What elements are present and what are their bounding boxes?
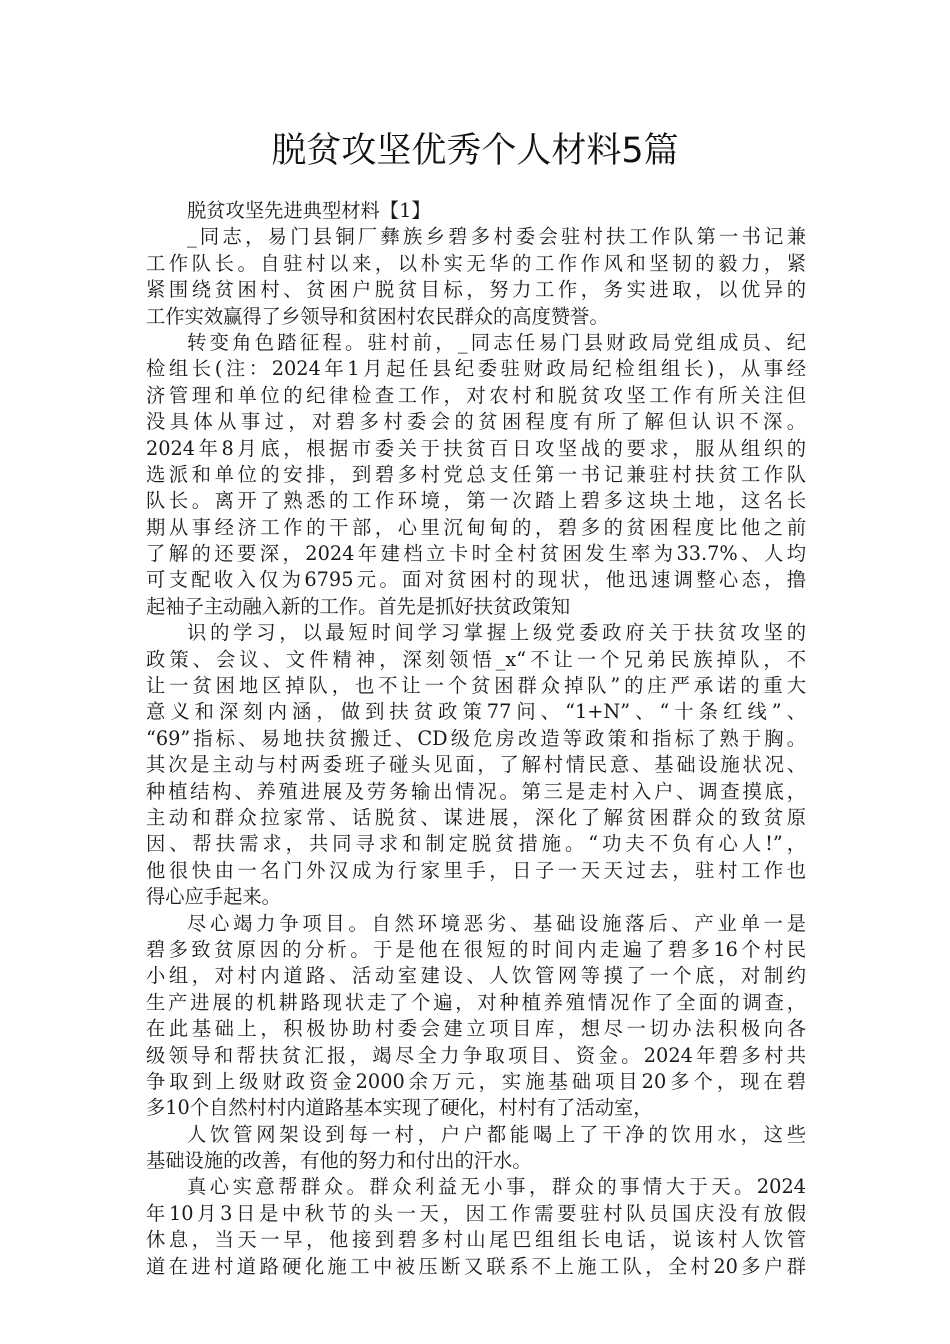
paragraph-line: 政策、会议、文件精神，深刻领悟_x“不让一个兄弟民族掉队，不 (146, 647, 806, 671)
paragraph (146, 911, 806, 1122)
paragraph-line: 年10月3日是中秋节的头一天，因工作需要驻村队员国庆没有放假 (146, 1201, 806, 1225)
paragraph-line: 人饮管网架设到每一村，户户都能喝上了干净的饮用水，这些 (187, 1122, 806, 1146)
paragraph-line: 他很快由一名门外汉成为行家里手，日子一天天过去，驻村工作也 (146, 858, 806, 882)
paragraph-line: 让一贫困地区掉队，也不让一个贫困群众掉队”的庄严承诺的重大 (146, 674, 806, 698)
paragraph-line: 多10个自然村村内道路基本实现了硬化，村村有了活动室， (146, 1096, 653, 1120)
paragraph-line: 种植结构、养殖进展及劳务输出情况。第三是走村入户、调查摸底， (146, 779, 806, 803)
document-title: 脱贫攻坚优秀个人材料5篇 (271, 131, 679, 171)
paragraph-line: 工作实效赢得了乡领导和贫困村农民群众的高度赞誉。 (146, 304, 609, 328)
paragraph-line: 其次是主动与村两委班子碰头见面，了解村情民意、基础设施状况、 (146, 753, 806, 777)
paragraph-line: 意义和深刻内涵，做到扶贫政策77问、“1+N”、“十条红线”、 (146, 700, 806, 724)
paragraph-line: 基础设施的改善，有他的努力和付出的汗水。 (146, 1149, 532, 1173)
paragraph-line: 休息，当天一早，他接到碧多村山尾巴组组长电话，说该村人饮管 (146, 1228, 806, 1252)
paragraph-line: 识的学习，以最短时间学习掌握上级党委政府关于扶贫攻坚的 (187, 621, 806, 645)
paragraph-line: 起袖子主动融入新的工作。首先是抓好扶贫政策知 (146, 594, 571, 618)
paragraph-line: 紧围绕贫困村、贫困户脱贫目标，努力工作，务实进取，以优异的 (146, 278, 806, 302)
paragraph-line: 碧多致贫原因的分析。于是他在很短的时间内走遍了碧多16个村民 (146, 937, 806, 961)
paragraph-line: 检组长(注：2024年1月起任县纪委驻财政局纪检组组长)，从事经 (146, 357, 806, 381)
paragraph-line: 尽心竭力争项目。自然环境恶劣、基础设施落后、产业单一是 (187, 911, 806, 935)
paragraph (146, 330, 806, 620)
paragraph (146, 1122, 806, 1175)
paragraph-line: 争取到上级财政资金2000余万元，实施基础项目20多个，现在碧 (146, 1069, 806, 1093)
paragraph-line: 2024年8月底，根据市委关于扶贫百日攻坚战的要求，服从组织的 (146, 436, 806, 460)
paragraph-line: 级领导和帮扶贫汇报，竭尽全力争取项目、资金。2024年碧多村共 (146, 1043, 806, 1067)
paragraph-line: 济管理和单位的纪律检查工作，对农村和脱贫攻坚工作有所关注但 (146, 383, 806, 407)
paragraph-line: 可支配收入仅为6795元。面对贫困村的现状，他迅速调整心态，撸 (146, 568, 806, 592)
paragraph (146, 198, 806, 224)
paragraph-line: 了解的还要深，2024年建档立卡时全村贫困发生率为33.7%、人均 (146, 542, 806, 566)
paragraph-line: “69”指标、易地扶贫搬迁、CD级危房改造等政策和指标了熟于胸。 (146, 726, 806, 750)
paragraph-line: 生产进展的机耕路现状走了个遍，对种植养殖情况作了全面的调查， (146, 990, 806, 1014)
paragraph-line: 主动和群众拉家常、话脱贫、谋进展，深化了解贫困群众的致贫原 (146, 805, 806, 829)
paragraph-line: 没具体从事过，对碧多村委会的贫困程度有所了解但认识不深。 (146, 410, 806, 434)
paragraph-line: 转变角色踏征程。驻村前，_同志任易门县财政局党组成员、纪 (187, 330, 806, 354)
paragraph-line: _同志，易门县铜厂彝族乡碧多村委会驻村扶工作队第一书记兼 (187, 225, 806, 249)
paragraph-line: 得心应手起来。 (146, 885, 281, 909)
paragraph-line: 小组，对村内道路、活动室建设、人饮管网等摸了一个底，对制约 (146, 964, 806, 988)
document-body (146, 198, 806, 1280)
paragraph (146, 620, 806, 910)
paragraph-line: 真心实意帮群众。群众利益无小事，群众的事情大于天。2024 (187, 1175, 806, 1199)
paragraph-line: 在此基础上，积极协助村委会建立项目库，想尽一切办法积极向各 (146, 1017, 806, 1041)
paragraph-line: 队长。离开了熟悉的工作环境，第一次踏上碧多这块土地，这名长 (146, 489, 806, 513)
paragraph-line: 选派和单位的安排，到碧多村党总支任第一书记兼驻村扶贫工作队 (146, 462, 806, 486)
paragraph-line: 期从事经济工作的干部，心里沉甸甸的，碧多的贫困程度比他之前 (146, 515, 806, 539)
paragraph (146, 224, 806, 330)
paragraph-line: 工作队长。自驻村以来，以朴实无华的工作作风和坚韧的毅力，紧 (146, 251, 806, 275)
paragraph-line: 脱贫攻坚先进典型材料【1】 (187, 199, 431, 222)
paragraph-line: 因、帮扶需求，共同寻求和制定脱贫措施。“功夫不负有心人!”， (146, 832, 806, 856)
paragraph-line: 道在进村道路硬化施工中被压断又联系不上施工队，全村20多户群 (146, 1254, 806, 1278)
paragraph (146, 1174, 806, 1280)
